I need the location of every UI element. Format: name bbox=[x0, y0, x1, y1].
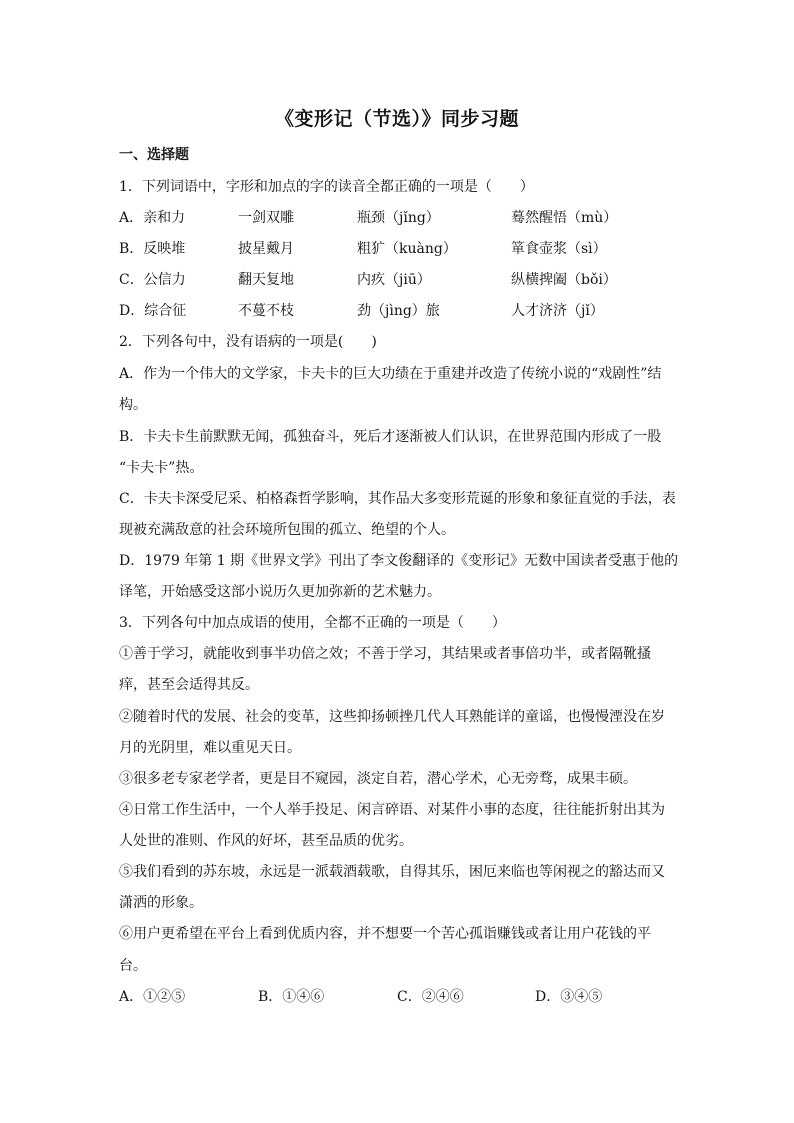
option-text: C．公信力 bbox=[119, 272, 186, 288]
option-text: 翻天复地 bbox=[238, 272, 294, 288]
question-3-line: ②随着时代的发展、社会的变革，这些抑扬顿挫几代人耳熟能详的童谣，也慢慢湮没在岁 bbox=[119, 709, 665, 725]
option-text: 劲（jìng）旅 bbox=[357, 303, 440, 319]
question-2-line: “卡夫卡”热。 bbox=[119, 460, 204, 476]
page-title: 《变形记（节选）》同步习题 bbox=[274, 108, 519, 130]
question-1-stem: 1．下列词语中，字形和加点的字的读音全都正确的一项是（ ） bbox=[119, 179, 534, 195]
answer-option-b: B．①④⑥ bbox=[258, 989, 325, 1005]
answer-option-a: A．①②⑤ bbox=[119, 989, 186, 1005]
option-text: 瓶颈（jǐng） bbox=[357, 210, 440, 226]
question-2-line: B．卡夫卡生前默默无闻，孤独奋斗，死后才逐渐被人们认识，在世界范围内形成了一股 bbox=[119, 429, 662, 445]
question-2-line: D．1979 年第 1 期《世界文学》刊出了李文俊翻译的《变形记》无数中国读者受惠于他的 bbox=[119, 553, 679, 569]
option-text: 纵横捭阖（bǒi） bbox=[511, 272, 617, 288]
answer-option-d: D．③④⑤ bbox=[535, 989, 603, 1005]
question-3-line: ⑥用户更希望在平台上看到优质内容，并不想要一个苦心孤诣赚钱或者让用户花钱的平 bbox=[119, 926, 651, 942]
option-text: B．反映堆 bbox=[119, 241, 186, 257]
option-text: 内疚（jiū） bbox=[357, 272, 431, 288]
question-3-line: 台。 bbox=[119, 958, 147, 974]
question-3-line: 人处世的准则、作风的好坏，甚至品质的优劣。 bbox=[119, 833, 413, 849]
question-3-line: ⑤我们看到的苏东坡，永远是一派载酒载歌，自得其乐，困厄来临也等闲视之的豁达而又 bbox=[119, 864, 665, 880]
question-2-line: A．作为一个伟大的文学家，卡夫卡的巨大功绩在于重建并改造了传统小说的“戏剧性”结 bbox=[119, 366, 662, 382]
question-2-line: 现被充满敌意的社会环境所包围的孤立、绝望的个人。 bbox=[119, 522, 455, 538]
question-3-line: ④日常工作生活中，一个人举手投足、闲言碎语、对某件小事的态度，往往能折射出其为 bbox=[119, 802, 665, 818]
option-text: 披星戴月 bbox=[238, 241, 294, 257]
option-text: 一剑双雕 bbox=[238, 210, 294, 226]
option-text: 不蔓不枝 bbox=[238, 303, 294, 319]
option-text: 蓦然醒悟（mù） bbox=[511, 210, 618, 226]
question-3-line: 痒，甚至会适得其反。 bbox=[119, 677, 259, 693]
option-text: 粗犷（kuàng） bbox=[357, 241, 457, 257]
question-3-line: 潇洒的形象。 bbox=[119, 895, 203, 911]
question-2-line: 译笔，开始感受这部小说历久更加弥新的艺术魅力。 bbox=[119, 584, 441, 600]
question-3-line: ①善于学习，就能收到事半功倍之效；不善于学习，其结果或者事倍功半，或者隔靴搔 bbox=[119, 646, 651, 662]
section-heading: 一、选择题 bbox=[119, 147, 189, 163]
answer-option-c: C．②④⑥ bbox=[397, 989, 464, 1005]
option-text: D．综合征 bbox=[119, 303, 187, 319]
question-2-line: 构。 bbox=[119, 397, 147, 413]
question-3-stem: 3．下列各句中加点成语的使用，全都不正确的一项是（ ） bbox=[119, 615, 506, 631]
option-text: A．亲和力 bbox=[119, 210, 186, 226]
question-2-line: C．卡夫卡深受尼采、柏格森哲学影响，其作品大多变形荒诞的形象和象征直觉的手法，表 bbox=[119, 491, 676, 507]
question-2-stem: 2．下列各句中，没有语病的一项是( ) bbox=[119, 334, 377, 350]
option-text: 人才济济（jǐ） bbox=[511, 303, 604, 319]
option-text: 箪食壶浆（sì） bbox=[511, 241, 607, 257]
question-3-line: ③很多老专家老学者，更是目不窥园，淡定自若，潜心学术，心无旁骛，成果丰硕。 bbox=[119, 771, 637, 787]
question-3-line: 月的光阴里，难以重见天日。 bbox=[119, 740, 301, 756]
